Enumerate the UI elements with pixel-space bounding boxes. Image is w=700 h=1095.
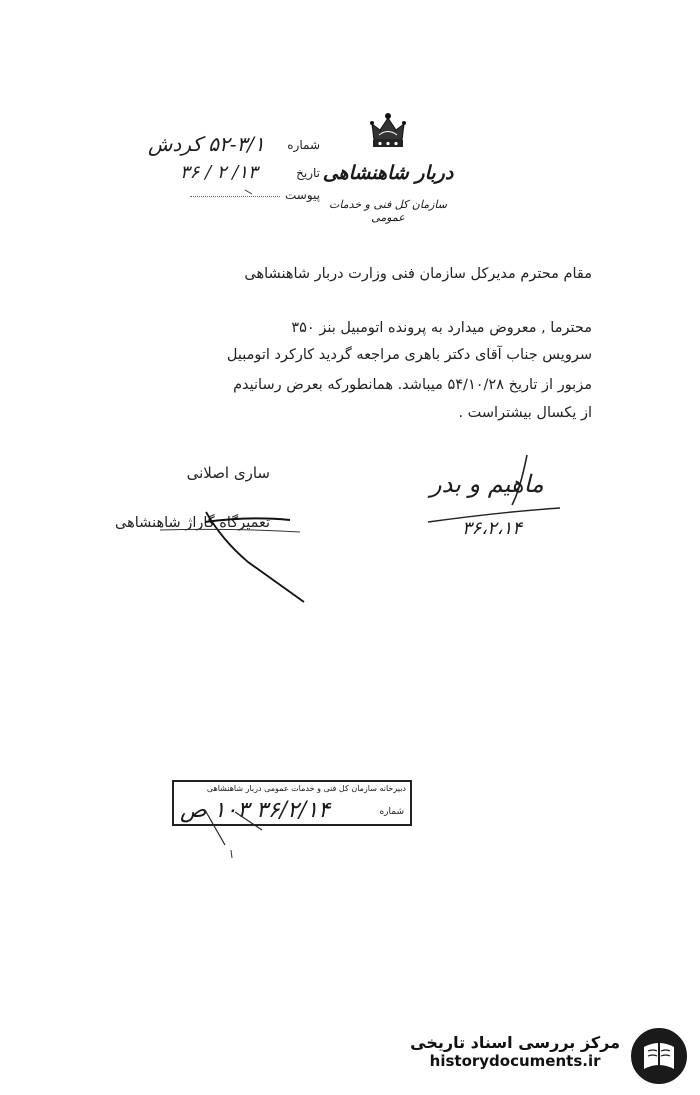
watermark-url: historydocuments.ir	[429, 1052, 601, 1070]
number-label: شماره	[287, 138, 320, 152]
stamp-number-value: ۳۶/۲/۱۴ ۱۰۳ ص	[180, 798, 330, 823]
org-name: دربار شاهنشاهی	[322, 162, 454, 184]
salutation: مقام محترم مدیرکل سازمان فنی وزارت دربار شاهنشاهی	[244, 266, 592, 282]
stamp-title: دبیرخانه سازمان کل فنی و خدمات عمومی دربار شاهنشاهی	[206, 784, 406, 793]
registration-stamp	[172, 780, 412, 826]
body-line: مزبور از تاریخ ۵۴/۱۰/۲۸ میباشد. همانطورکه بعرض رسانیدم	[233, 377, 592, 393]
body-line: سرویس جناب آقای دکتر باهری مراجعه گردید کارکرد اتومبیل	[226, 347, 592, 363]
date-label: تاریخ	[296, 166, 320, 180]
watermark-title: مرکز بررسی اسناد تاریخی	[410, 1033, 620, 1052]
letter-meta	[140, 132, 320, 212]
number-value: ۵۲-۳/۱ کردش	[148, 132, 265, 156]
attachment-label: پیوست	[285, 188, 320, 202]
history-documents-logo-icon	[628, 1025, 690, 1087]
handwritten-date: ۳۶،۲،۱۴	[462, 518, 522, 539]
date-value: ۱۳/ ۲ / ۳۶	[180, 162, 258, 183]
body-line: محترما , معروض میدارد به پرونده اتومبیل بنز ۳۵۰	[291, 320, 592, 336]
crown-emblem-icon	[368, 110, 408, 154]
attachment-dots	[190, 196, 280, 197]
signer-unit: تعمیرگاه گاراژ شاهنشاهی	[115, 515, 270, 531]
stamp-number-label: شماره	[379, 807, 404, 817]
handwritten-note: ماهیم و بدر	[430, 470, 544, 498]
signer-name: ساری اصلانی	[186, 464, 270, 482]
body-line: از یکسال بیشتراست .	[458, 405, 592, 421]
org-subtitle: سازمان کل فنی و خدمات عمومی	[329, 198, 447, 224]
ink-dot	[231, 850, 232, 858]
watermark-text	[410, 1033, 620, 1070]
